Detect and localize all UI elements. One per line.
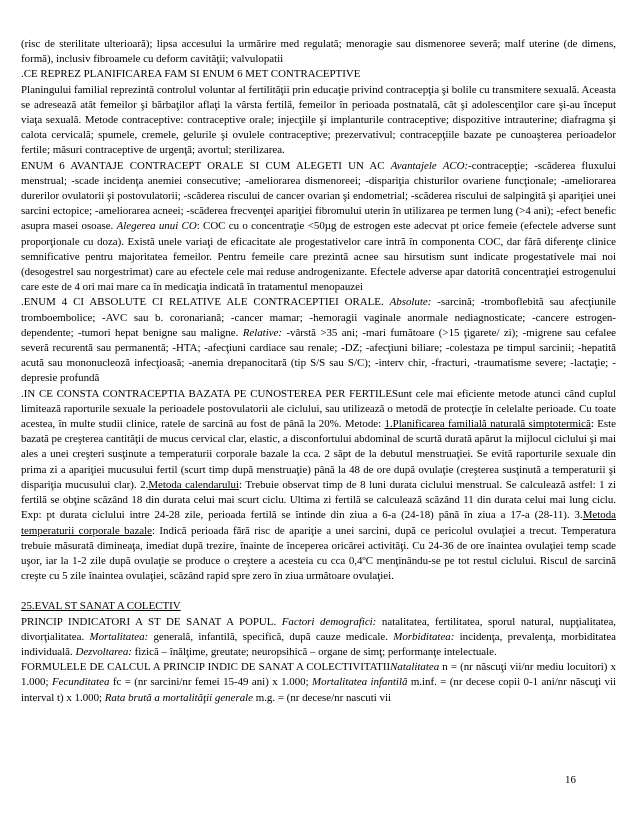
paragraph-family-planning: Planingului familial reprezintă controlul voluntar al fertilităţii prin educaţie privind contracepţia şi bolile cu transmitere sexuală. Aceasta se adresează atât femeilor şi bărbaţilor aflaţi la vârsta fertilă, femeilor în perioada postnatală, cât şi adolescenţilor care şi-au început viaţa sexuală. Metode contraceptive: contraceptive orale; injecţiile şi implanturile contraceptive; dispozitive intrauterine; diafragma şi calota cervicală; spumele, cremele, gelurile şi ovulele contraceptive; prezervativul; contracepţiile bazate pe cunoaşterea perioadelor fertile; măsuri contraceptive de urgenţă; avortul; sterilizarea.: [21, 83, 616, 157]
label-natality: Natalitatea: [390, 661, 440, 674]
label-infant-mortality: Mortalitatea infantilă: [312, 676, 408, 689]
paragraph-oral-contraceptive-advantages: [21, 159, 616, 296]
body-text: [21, 37, 616, 706]
heading-contraindications: .ENUM 4 CI ABSOLUTE CI RELATIVE ALE CONTRACEPTIEI ORALE.: [21, 296, 390, 309]
text-fertility-intro: Sunt cele mai eficiente metode atunci când cuplul limitează raporturile sexuale la perioadele postovulatorii ale ciclului, sau utilizează o metodă de protecţie în celelalte perioade. Cu toate acestea, în multe studii clinice, ratele de sarcină au fost de până la 20%. Metode:: [21, 387, 616, 431]
text-mortality: generală, infantilă, specifică, după cauze medicale.: [148, 630, 394, 643]
label-general-mortality: Rata brută a mortalităţii generale: [104, 691, 254, 704]
page-number: 16: [565, 774, 576, 786]
text-infant-mortality: m.inf. = (nr decese copii 0-1 ani/nr născuţi vii interval t) x 1.000;: [21, 676, 617, 704]
paragraph-contraindications: [21, 295, 616, 386]
heading-formulas: FORMULELE DE CALCUL A PRINCIP INDIC DE SANAT A COLECTIVITATII: [21, 661, 391, 674]
heading-oral-contraceptive-advantages: ENUM 6 AVANTAJE CONTRACEPT ORALE SI CUM ALEGETI UN AC: [21, 159, 391, 172]
label-aco-advantages: Avantajele ACO:: [390, 159, 469, 172]
label-development: Dezvoltarea:: [75, 645, 132, 658]
text-relative: -vârstă >35 ani; -mari fumătoare (>15 ţigarete/ zi); -migrene sau cefalee severă recurentă sau permanentă; -HTA; -afecţiuni cardiace sau renale; -DZ; -afecţiuni biliare; -colestaza pe timpul sarcinii; -hepatită acută sau mononucleoză infecţioasă; -anemia drepanocitară (tip S/S sau S/C); -interv chir, -fracturi, -traumatisme severe; -lactaţie; -depresie profundă: [21, 326, 616, 385]
label-mortality: Mortalitatea:: [89, 630, 149, 643]
heading-family-planning: .CE REPREZ PLANIFICAREA FAM SI ENUM 6 MET CONTRACEPTIVE: [21, 68, 361, 81]
heading-fertility-awareness: .IN CE CONSTA CONTRACEPTIA BAZATA PE CUNOSTEREA PER FERTILE: [21, 387, 392, 400]
paragraph-formulas: [21, 660, 616, 706]
label-morbidity: Morbiditatea:: [393, 630, 455, 643]
heading-collective-health: 25.EVAL ST SANAT A COLECTIV: [21, 600, 181, 613]
heading-health-indicators: PRINCIP INDICATORI A ST DE SANAT A POPUL.: [21, 615, 282, 628]
text-symptothermal-method: : Este bazată pe creşterea cantităţii de mucus cervical clar, elastic, a disconfortului abdominal de scurtă durată apărut la mijlocul ciclului şi mai ales a unei creşteri susţinute a temperaturii corporale bazale la cca. 2 săpt de la debutul menstruaţiei. Se evită raporturile sexuale din prima zi a apariţiei mucusului fertil (scurt timp după menstruaţie) până la 48 de ore după ovulaţie (creşterea susţinută a temperaturii şi dispariţia mucusului clar). 2.: [21, 418, 617, 491]
text-aco-advantages: -contracepţie; -scăderea fluxului menstrual; -scade incidenţa anemiei consecutive; -ameliorarea dismenoreei; -dispariţia chisturilor ovariene funcţionale; -ameliorarea durerilor ovulatorii şi postovulatorii; -scăderea riscului de cancer ovarian şi endometrial; -scăderea riscului de salpingită şi apariţiei unei sarcini ectopice; -ameliorarea acneei; -scăderea frecvenţei apariţiei fibromului uterin în utilizarea pe termen lung (>4 ani); -efect benefic asupra masei osoase.: [21, 159, 616, 233]
label-demographic-factors: Factori demografici:: [281, 615, 377, 628]
paragraph-contraindications-end: (risc de sterilitate ulterioară); lipsa accesului la urmărire med regulată; menoragie sau dismenoree severă; malf uterine (de dimens, formă), inclusiv fibroamele cu deform cavităţii; valvulopatii: [21, 38, 616, 66]
label-symptothermal-method: 1.Planificarea familială naturală simptotermică: [384, 418, 591, 431]
text-calendar-method: : Trebuie observat timp de 8 luni durata ciclului menstrual. Se calculează astfel: 1 zi fertilă se obţine scăzând 18 din durata celui mai scurt ciclu. Ultima zi fertilă se calculează scăzând 11 din durata celui mai lung ciclu. Exp: pt durata ciclului intre 24-28 zile, perioada fertilă se întinde din ziua a 6-a (24-18) până în ziua a 17-a (28-11). 3.: [21, 478, 616, 522]
text-choosing-co: : COC cu o concentraţie <50µg de estrogen este adecvat pt orice femeie (efectele adverse sunt proporţionale cu doza). Există unele variaţi de eficacitate ale progestativelor care intră în componenta COC, dar fără diferenţe clinice semnificative pentru majoritatea femeilor. Pentru femeile care prezintă acnee sau hirsutism sunt indicate progestativele mai noi (desogestrel sau norgestrimat) care au efectele cele mai reduse androgenizante. Efectele adverse apar datorită concentraţiei estrogenului care este de 4 ori mai mare ca în medicaţia indicată în tratamentul menopauzei: [21, 220, 616, 294]
text-demographic-factors: natalitatea, fertilitatea, sporul natural, nupţialitatea, divorţialitatea.: [21, 615, 616, 643]
text-development: fizică – înălţime, greutate; neuropsihică – organe de simţ; performanţe intelectuale.: [131, 645, 497, 658]
label-absolute: Absolute:: [389, 296, 432, 309]
label-choosing-co: Alegerea unui CO: [116, 220, 197, 233]
text-natality: n = (nr născuţi vii/nr mediu locuitori) x 1.000;: [21, 661, 616, 689]
text-general-mortality: m.g. = (nr decese/nr nascuti vii: [253, 691, 392, 704]
text-fecundity: fc = (nr sarcini/nr femei 15-49 ani) x 1.000;: [109, 676, 313, 689]
text-temperature-method: : Indică perioada fără risc de apariţie a unei sarcini, după ce pericolul ovulaţiei a trecut. Temperatura trebuie măsurată dimineaţa, imediat după trezire, înainte de începerea oricărei activităţi. Cu 24-36 de ore înaintea ovulaţiei temp scade uşor, iar la 1-2 zile după ovulaţie se produce o creştere a acesteia cu cca 0,4ºC menţinându-se pe tot restul ciclului. Riscul de sarcină creşte cu 5 zile înaintea ovulaţiei, scăzând rapid spre zero în ziua următoare ovulaţiei.: [21, 524, 616, 583]
label-calendar-method: Metoda calendarului: [148, 478, 239, 491]
paragraph-gap: [21, 584, 616, 599]
paragraph-fertility-awareness: [21, 387, 616, 585]
text-absolute: -sarcină; -tromboflebită sau afecţiunile tromboembolice; -AVC sau b. coronariană; -cancer mamar; -hemoragii vaginale anormale nediagnosticate; -cancere estrogen-dependente; -tumori hepat benigne sau maligne.: [21, 296, 616, 339]
label-fecundity: Fecunditatea: [51, 676, 110, 689]
label-temperature-method: Metoda temperaturii corporale bazale: [21, 509, 616, 537]
paragraph-health-indicators: [21, 615, 616, 661]
text-morbidity: incidenţa, prevalenţa, morbiditatea individuală.: [21, 630, 616, 658]
label-relative: Relative:: [242, 326, 283, 339]
